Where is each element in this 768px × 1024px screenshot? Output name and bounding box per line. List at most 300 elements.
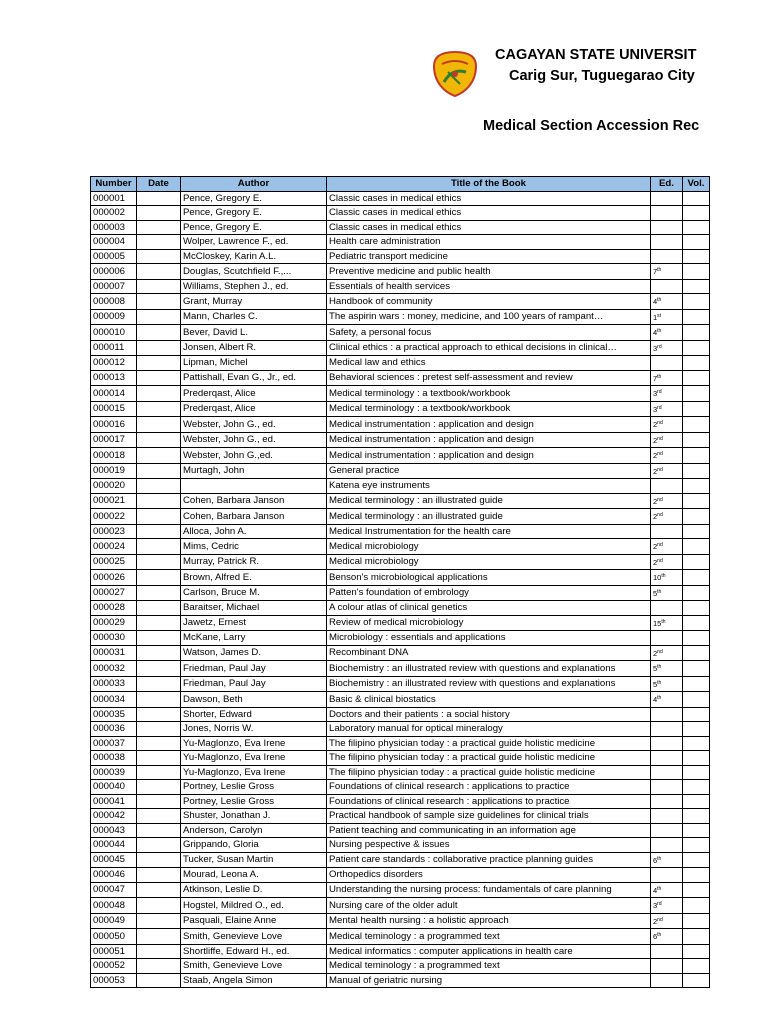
volume-cell (683, 959, 710, 974)
accession-number-cell: 000024 (91, 539, 137, 555)
edition-cell (651, 722, 683, 737)
edition-number: 4 (653, 695, 658, 704)
date-cell (137, 249, 181, 264)
table-row (91, 722, 710, 737)
volume-cell (683, 645, 710, 661)
table-row (91, 661, 710, 677)
edition-cell (651, 944, 683, 959)
accession-number-cell: 000053 (91, 973, 137, 988)
volume-cell (683, 463, 710, 479)
volume-cell (683, 736, 710, 751)
table-row (91, 929, 710, 945)
edition-suffix: nd (657, 512, 663, 518)
table-row (91, 838, 710, 853)
edition-cell (651, 585, 683, 601)
edition-cell (651, 479, 683, 494)
table-header-row (91, 177, 710, 192)
accession-number-cell: 000036 (91, 722, 137, 737)
edition-cell (651, 751, 683, 766)
edition-cell (651, 645, 683, 661)
accession-number-cell: 000035 (91, 707, 137, 722)
volume-cell (683, 249, 710, 264)
book-title-cell: The filipino physician today : a practical guide holistic medicine (327, 751, 651, 766)
edition-cell (651, 191, 683, 206)
author-cell: Prederqast, Alice (181, 401, 327, 417)
table-row (91, 765, 710, 780)
edition-number: 2 (653, 451, 658, 460)
book-title-cell: Handbook of community (327, 294, 651, 310)
edition-cell (651, 524, 683, 539)
table-row (91, 780, 710, 795)
accession-number-cell: 000032 (91, 661, 137, 677)
volume-cell (683, 601, 710, 616)
author-cell (181, 479, 327, 494)
date-cell (137, 913, 181, 929)
table-row (91, 356, 710, 371)
accession-number-cell: 000030 (91, 631, 137, 646)
edition-cell (651, 676, 683, 692)
author-cell: Friedman, Paul Jay (181, 661, 327, 677)
accession-number-cell: 000039 (91, 765, 137, 780)
table-row (91, 235, 710, 250)
table-row (91, 220, 710, 235)
edition-number: 6 (653, 855, 658, 865)
table-row (91, 493, 710, 509)
author-cell: Murray, Patrick R. (181, 554, 327, 570)
edition-number: 5 (653, 588, 658, 598)
accession-number-cell: 000042 (91, 809, 137, 824)
author-cell: Mann, Charles C. (181, 309, 327, 325)
table-row (91, 206, 710, 221)
edition-number: 6 (653, 932, 658, 941)
book-title-cell: General practice (327, 463, 651, 479)
edition-number: 4 (653, 297, 658, 306)
accession-number-cell: 000009 (91, 309, 137, 325)
column-header: Date (137, 177, 181, 192)
book-title-cell: Laboratory manual for optical mineralogy (327, 722, 651, 737)
book-title-cell: Medical instrumentation : application and design (327, 448, 651, 464)
author-cell: Smith, Genevieve Love (181, 929, 327, 945)
accession-number-cell: 000044 (91, 838, 137, 853)
edition-cell (651, 432, 683, 448)
volume-cell (683, 823, 710, 838)
edition-cell (651, 235, 683, 250)
author-cell: Portney, Leslie Gross (181, 794, 327, 809)
edition-cell (651, 780, 683, 795)
author-cell: Jonsen, Albert R. (181, 340, 327, 356)
edition-suffix: th (657, 679, 662, 686)
edition-cell (651, 279, 683, 294)
volume-cell (683, 852, 710, 868)
table-row (91, 751, 710, 766)
table-row (91, 913, 710, 929)
edition-cell (651, 509, 683, 525)
book-title-cell: Recombinant DNA (327, 645, 651, 661)
table-row (91, 432, 710, 448)
table-row (91, 809, 710, 824)
edition-suffix: th (661, 618, 666, 625)
edition-cell (651, 736, 683, 751)
book-title-cell: The filipino physician today : a practical guide holistic medicine (327, 736, 651, 751)
date-cell (137, 356, 181, 371)
accession-number-cell: 000047 (91, 882, 137, 898)
edition-cell (651, 929, 683, 945)
volume-cell (683, 235, 710, 250)
author-cell: McKane, Larry (181, 631, 327, 646)
date-cell (137, 325, 181, 341)
author-cell: Hogstel, Mildred O., ed. (181, 898, 327, 914)
volume-cell (683, 220, 710, 235)
date-cell (137, 294, 181, 310)
date-cell (137, 448, 181, 464)
volume-cell (683, 765, 710, 780)
edition-cell (651, 823, 683, 838)
accession-number-cell: 000023 (91, 524, 137, 539)
date-cell (137, 432, 181, 448)
edition-cell (651, 570, 683, 586)
author-cell: Cohen, Barbara Janson (181, 509, 327, 525)
date-cell (137, 524, 181, 539)
date-cell (137, 615, 181, 631)
table-row (91, 294, 710, 310)
volume-cell (683, 809, 710, 824)
accession-number-cell: 000005 (91, 249, 137, 264)
edition-cell (651, 882, 683, 898)
author-cell: Yu-Maglonzo, Eva Irene (181, 736, 327, 751)
table-row (91, 794, 710, 809)
date-cell (137, 479, 181, 494)
table-row (91, 309, 710, 325)
volume-cell (683, 751, 710, 766)
edition-cell (651, 615, 683, 631)
table-row (91, 601, 710, 616)
date-cell (137, 401, 181, 417)
edition-number: 2 (653, 916, 658, 926)
edition-suffix: nd (657, 435, 663, 442)
table-row (91, 279, 710, 294)
author-cell: Pence, Gregory E. (181, 206, 327, 221)
edition-cell (651, 356, 683, 371)
author-cell: Bever, David L. (181, 325, 327, 341)
table-row (91, 417, 710, 433)
author-cell: Carlson, Bruce M. (181, 585, 327, 601)
accession-number-cell: 000033 (91, 676, 137, 692)
edition-number: 2 (653, 648, 658, 658)
edition-cell (651, 463, 683, 479)
accession-number-cell: 000046 (91, 868, 137, 883)
author-cell: Friedman, Paul Jay (181, 676, 327, 692)
book-title-cell: Medical terminology : a textbook/workbook (327, 386, 651, 402)
edition-cell (651, 417, 683, 433)
author-cell: Jones, Norris W. (181, 722, 327, 737)
date-cell (137, 279, 181, 294)
date-cell (137, 944, 181, 959)
volume-cell (683, 417, 710, 433)
book-title-cell: Medical terminology : an illustrated guide (327, 493, 651, 509)
table-row (91, 868, 710, 883)
volume-cell (683, 539, 710, 555)
edition-cell (651, 898, 683, 914)
author-cell: Yu-Maglonzo, Eva Irene (181, 765, 327, 780)
edition-number: 10 (653, 573, 662, 582)
author-cell: Brown, Alfred E. (181, 570, 327, 586)
book-title-cell: Doctors and their patients : a social history (327, 707, 651, 722)
edition-cell (651, 765, 683, 780)
book-title-cell: Basic & clinical biostatics (327, 692, 651, 708)
edition-cell (651, 309, 683, 325)
table-body (91, 191, 710, 988)
volume-cell (683, 570, 710, 586)
edition-suffix: th (657, 373, 662, 380)
column-header: Author (181, 177, 327, 192)
author-cell: Portney, Leslie Gross (181, 780, 327, 795)
edition-cell (651, 401, 683, 417)
university-name: CAGAYAN STATE UNIVERSIT (495, 47, 697, 63)
table-row (91, 852, 710, 868)
date-cell (137, 309, 181, 325)
table-row (91, 615, 710, 631)
volume-cell (683, 356, 710, 371)
edition-number: 7 (653, 267, 658, 276)
book-title-cell: Safety, a personal focus (327, 325, 651, 341)
edition-number: 2 (653, 542, 658, 551)
date-cell (137, 959, 181, 974)
edition-cell (651, 973, 683, 988)
book-title-cell: Classic cases in medical ethics (327, 206, 651, 221)
edition-suffix: nd (657, 648, 663, 655)
edition-cell (651, 325, 683, 341)
accession-number-cell: 000040 (91, 780, 137, 795)
date-cell (137, 707, 181, 722)
table-row (91, 264, 710, 280)
edition-suffix: rd (657, 404, 662, 411)
table-row (91, 448, 710, 464)
book-title-cell: Preventive medicine and public health (327, 264, 651, 280)
date-cell (137, 417, 181, 433)
table-row (91, 539, 710, 555)
table-row (91, 509, 710, 525)
book-title-cell: Benson's microbiological applications (327, 570, 651, 586)
volume-cell (683, 554, 710, 570)
date-cell (137, 838, 181, 853)
table-row (91, 479, 710, 494)
date-cell (137, 340, 181, 356)
book-title-cell: Practical handbook of sample size guidelines for clinical trials (327, 809, 651, 824)
volume-cell (683, 882, 710, 898)
edition-number: 4 (653, 885, 658, 895)
table-row (91, 959, 710, 974)
table-row (91, 401, 710, 417)
table-row (91, 676, 710, 692)
date-cell (137, 661, 181, 677)
accession-number-cell: 000029 (91, 615, 137, 631)
book-title-cell: Medical teminology : a programmed text (327, 959, 651, 974)
edition-number: 5 (653, 679, 658, 689)
author-cell: Watson, James D. (181, 645, 327, 661)
book-title-cell: Clinical ethics : a practical approach to ethical decisions in clinical… (327, 340, 651, 356)
table-row (91, 386, 710, 402)
volume-cell (683, 206, 710, 221)
date-cell (137, 898, 181, 914)
table-row (91, 570, 710, 586)
edition-suffix: rd (657, 343, 662, 350)
book-title-cell: Patient care standards : collaborative practice planning guides (327, 852, 651, 868)
author-cell: Wolper, Lawrence F., ed. (181, 235, 327, 250)
edition-suffix: th (657, 664, 662, 670)
book-title-cell: Review of medical microbiology (327, 615, 651, 631)
accession-number-cell: 000014 (91, 386, 137, 402)
accession-number-cell: 000016 (91, 417, 137, 433)
edition-number: 2 (653, 420, 658, 429)
table-row (91, 692, 710, 708)
edition-cell (651, 601, 683, 616)
author-cell: Mims, Cedric (181, 539, 327, 555)
volume-cell (683, 944, 710, 959)
edition-suffix: nd (657, 542, 663, 548)
accession-number-cell: 000041 (91, 794, 137, 809)
edition-cell (651, 692, 683, 708)
volume-cell (683, 370, 710, 386)
table-row (91, 736, 710, 751)
author-cell: Pence, Gregory E. (181, 220, 327, 235)
date-cell (137, 463, 181, 479)
date-cell (137, 765, 181, 780)
edition-cell (651, 386, 683, 402)
table-row (91, 554, 710, 570)
edition-number: 3 (653, 404, 658, 414)
date-cell (137, 852, 181, 868)
edition-suffix: rd (657, 901, 662, 907)
accession-number-cell: 000018 (91, 448, 137, 464)
volume-cell (683, 631, 710, 646)
date-cell (137, 929, 181, 945)
author-cell: Grippando, Gloria (181, 838, 327, 853)
volume-cell (683, 898, 710, 914)
author-cell: Cohen, Barbara Janson (181, 493, 327, 509)
edition-number: 2 (653, 512, 658, 521)
accession-number-cell: 000020 (91, 479, 137, 494)
date-cell (137, 692, 181, 708)
edition-cell (651, 852, 683, 868)
author-cell: Anderson, Carolyn (181, 823, 327, 838)
accession-number-cell: 000052 (91, 959, 137, 974)
edition-number: 5 (653, 664, 658, 673)
table-row (91, 707, 710, 722)
edition-number: 2 (653, 557, 658, 567)
edition-suffix: st (657, 312, 662, 319)
edition-suffix: th (657, 885, 662, 892)
volume-cell (683, 661, 710, 677)
date-cell (137, 645, 181, 661)
date-cell (137, 539, 181, 555)
accession-number-cell: 000038 (91, 751, 137, 766)
book-title-cell: Pediatric transport medicine (327, 249, 651, 264)
edition-cell (651, 661, 683, 677)
volume-cell (683, 585, 710, 601)
volume-cell (683, 868, 710, 883)
volume-cell (683, 264, 710, 280)
date-cell (137, 386, 181, 402)
author-cell: Shorter, Edward (181, 707, 327, 722)
book-title-cell: Nursing pespective & issues (327, 838, 651, 853)
book-title-cell: Health care administration (327, 235, 651, 250)
edition-suffix: nd (657, 420, 663, 426)
book-title-cell: Medical microbiology (327, 554, 651, 570)
column-header: Ed. (651, 177, 683, 192)
university-address: Carig Sur, Tuguegarao City (509, 68, 695, 84)
volume-cell (683, 479, 710, 494)
book-title-cell: Classic cases in medical ethics (327, 220, 651, 235)
edition-cell (651, 554, 683, 570)
accession-number-cell: 000022 (91, 509, 137, 525)
edition-number: 2 (653, 496, 658, 506)
book-title-cell: Medical teminology : a programmed text (327, 929, 651, 945)
edition-suffix: nd (657, 557, 663, 564)
edition-number: 2 (653, 435, 658, 445)
date-cell (137, 736, 181, 751)
author-cell: Dawson, Beth (181, 692, 327, 708)
volume-cell (683, 780, 710, 795)
book-title-cell: Understanding the nursing process: fundamentals of care planning (327, 882, 651, 898)
author-cell: Shuster, Jonathan J. (181, 809, 327, 824)
accession-number-cell: 000048 (91, 898, 137, 914)
edition-number: 2 (653, 466, 658, 476)
volume-cell (683, 294, 710, 310)
book-title-cell: Medical law and ethics (327, 356, 651, 371)
document-header (0, 0, 768, 170)
date-cell (137, 493, 181, 509)
author-cell: Williams, Stephen J., ed. (181, 279, 327, 294)
table-row (91, 882, 710, 898)
table-row (91, 191, 710, 206)
author-cell: Douglas, Scutchfield F.,... (181, 264, 327, 280)
edition-cell (651, 370, 683, 386)
table-row (91, 973, 710, 988)
edition-suffix: nd (657, 916, 663, 923)
edition-cell (651, 838, 683, 853)
accession-number-cell: 000049 (91, 913, 137, 929)
date-cell (137, 780, 181, 795)
book-title-cell: Medical Instrumentation for the health care (327, 524, 651, 539)
book-title-cell: Mental health nursing : a holistic approach (327, 913, 651, 929)
date-cell (137, 585, 181, 601)
edition-suffix: nd (657, 451, 663, 457)
book-title-cell: Classic cases in medical ethics (327, 191, 651, 206)
author-cell: Shortliffe, Edward H., ed. (181, 944, 327, 959)
volume-cell (683, 448, 710, 464)
document-title: Medical Section Accession Rec (483, 118, 700, 134)
date-cell (137, 601, 181, 616)
book-title-cell: Behavioral sciences : pretest self-assessment and review (327, 370, 651, 386)
table-row (91, 463, 710, 479)
edition-cell (651, 959, 683, 974)
date-cell (137, 370, 181, 386)
volume-cell (683, 340, 710, 356)
book-title-cell: Medical terminology : a textbook/workbook (327, 401, 651, 417)
volume-cell (683, 432, 710, 448)
edition-suffix: th (657, 328, 662, 334)
accession-number-cell: 000006 (91, 264, 137, 280)
volume-cell (683, 838, 710, 853)
table-row (91, 645, 710, 661)
volume-cell (683, 279, 710, 294)
date-cell (137, 235, 181, 250)
date-cell (137, 882, 181, 898)
author-cell: Grant, Murray (181, 294, 327, 310)
volume-cell (683, 676, 710, 692)
accession-number-cell: 000050 (91, 929, 137, 945)
edition-suffix: nd (657, 466, 663, 473)
